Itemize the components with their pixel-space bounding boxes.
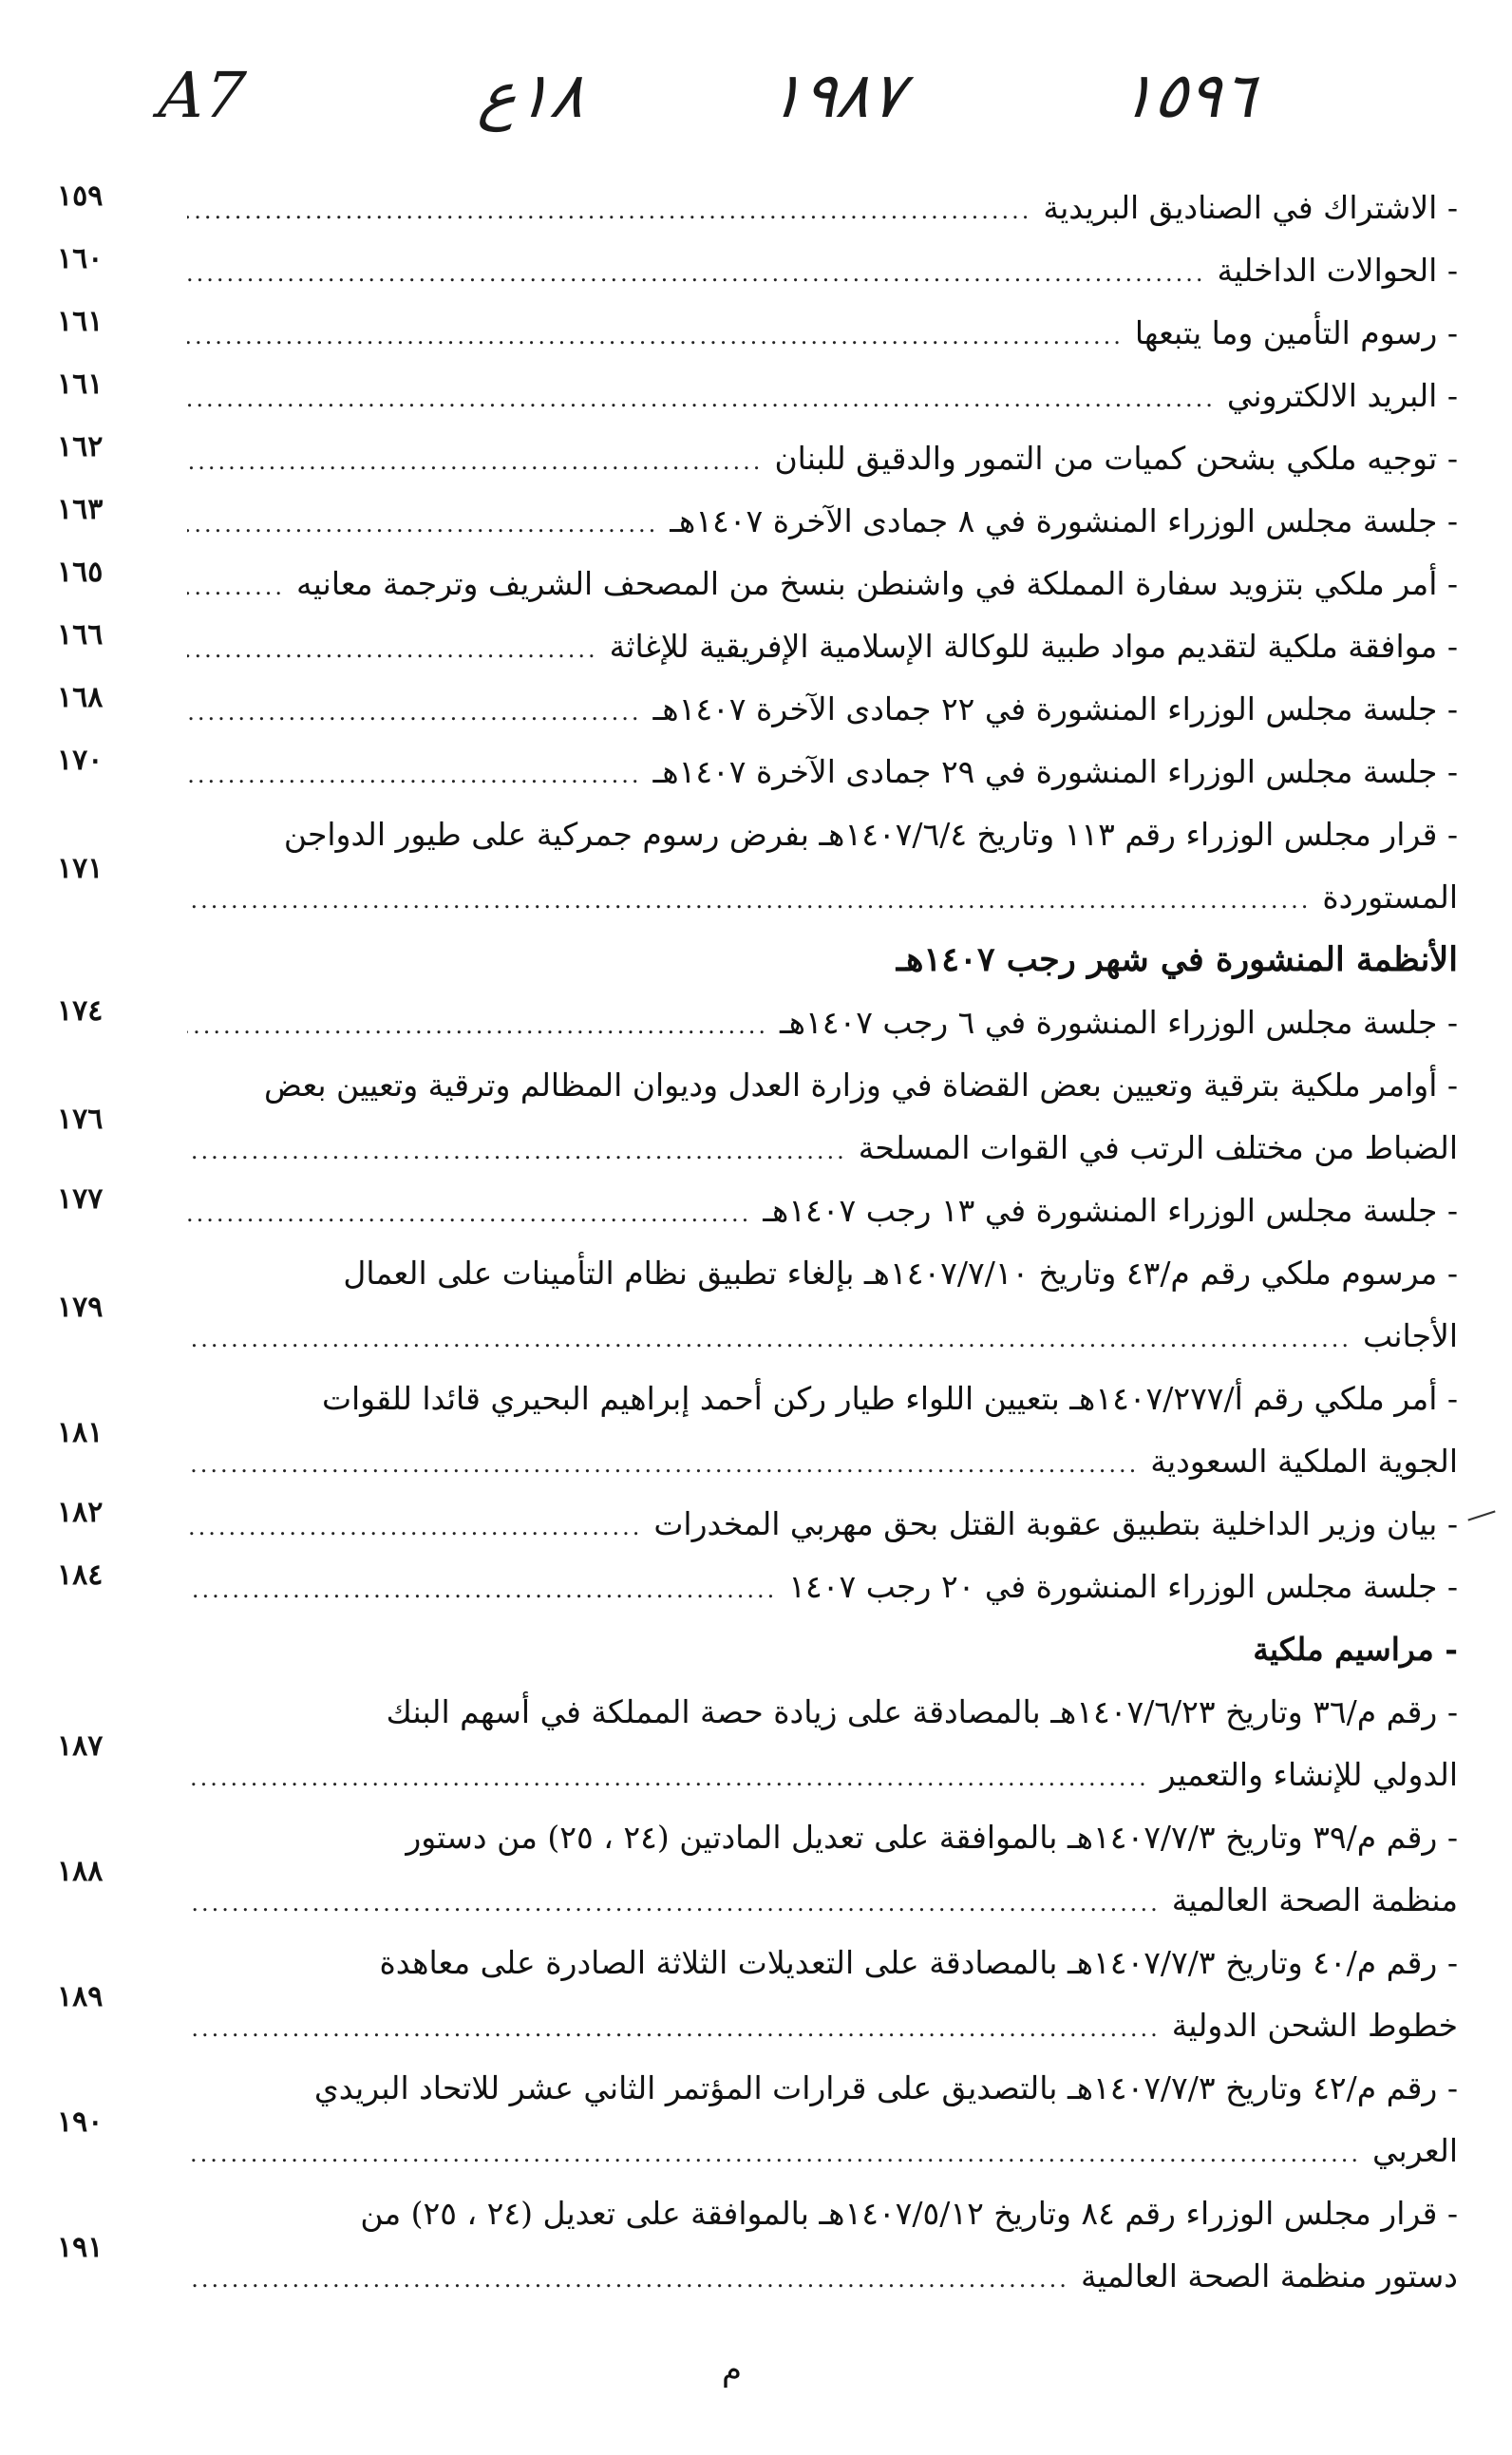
toc-entry-line: [57, 678, 1458, 741]
handwritten-note: A7: [155, 59, 249, 132]
toc-entry: [57, 615, 1458, 678]
toc-entry: [57, 427, 1458, 490]
toc-entry-text: - جلسة مجلس الوزراء المنشورة في ٦ رجب ١٤٠٧هـ: [779, 1004, 1458, 1041]
leader-dots: [187, 493, 658, 556]
toc-entry-line: [57, 1994, 1458, 2057]
leader-dots: [187, 1120, 847, 1182]
toc-entry-text: - أمر ملكي بتزويد سفارة المملكة في واشنطن بنسخ من المصحف الشريف وترجمة معانيه: [296, 565, 1458, 602]
toc-entry-line: [57, 1493, 1458, 1556]
toc-entry-text: - جلسة مجلس الوزراء المنشورة في ٢٩ جمادى الآخرة ١٤٠٧هـ: [652, 753, 1458, 790]
toc-entry-line: [57, 1180, 1458, 1242]
toc-entry: [57, 1368, 1458, 1493]
toc-entry: [57, 1681, 1458, 1806]
stray-pen-mark: [1467, 1510, 1495, 1520]
toc-page-number: ١٦٦: [57, 618, 104, 652]
toc-entry: [57, 2057, 1458, 2182]
toc-page-number: ١٩٠: [57, 2106, 104, 2139]
toc-entry-line: [57, 1556, 1458, 1618]
toc-entry-text: - رقم م/٤٢ وتاريخ ١٤٠٧/٧/٣هـ بالتصديق على قرارات المؤتمر الثاني عشر للاتحاد البريدي: [313, 2069, 1458, 2106]
toc-entry: [57, 1242, 1458, 1368]
toc-entry: [57, 1932, 1458, 2057]
toc-entry: [57, 365, 1458, 427]
toc-page-number: ١٦٣: [57, 493, 104, 526]
toc-entry-text: - رقم م/٣٦ وتاريخ ١٤٠٧/٦/٢٣هـ بالمصادقة على زيادة حصة المملكة في أسهم البنك: [386, 1693, 1458, 1730]
toc-entry-text: - مرسوم ملكي رقم م/٤٣ وتاريخ ١٤٠٧/٧/١٠هـ بإلغاء تطبيق نظام التأمينات على العمال: [343, 1255, 1458, 1292]
leader-dots: [187, 1496, 642, 1558]
toc-page-number: ١٨١: [57, 1416, 104, 1449]
table-of-contents: [57, 177, 1458, 2308]
toc-entry-line: [57, 553, 1458, 615]
toc-entry-text: منظمة الصحة العالمية: [1171, 1881, 1458, 1918]
toc-entry-text: - توجيه ملكي بشحن كميات من التمور والدقيق للبنان: [774, 440, 1458, 477]
leader-dots: [187, 2248, 1069, 2311]
toc-entry-line: [57, 177, 1458, 239]
handwritten-note: ١٥٩٦: [1116, 59, 1259, 132]
toc-entry-text: الجوية الملكية السعودية: [1150, 1443, 1458, 1480]
toc-page-number: ١٦١: [57, 305, 104, 338]
toc-entry-text: - الحوالات الداخلية: [1217, 252, 1458, 289]
toc-entry-text: - بيان وزير الداخلية بتطبيق عقوبة القتل بحق مهربي المخدرات: [653, 1505, 1458, 1542]
toc-entry: [57, 302, 1458, 365]
toc-entry-line: [57, 866, 1458, 929]
toc-entry-line: [57, 490, 1458, 553]
toc-entry-line: [57, 991, 1458, 1054]
toc-entry: [57, 741, 1458, 803]
toc-entry-line: [57, 1117, 1458, 1180]
toc-entry: [57, 991, 1458, 1054]
toc-entry-text: - جلسة مجلس الوزراء المنشورة في ٢٢ جمادى الآخرة ١٤٠٧هـ: [652, 690, 1458, 727]
toc-entry-text: الأنظمة المنشورة في شهر رجب ١٤٠٧هـ: [896, 940, 1458, 979]
toc-entry-line: [57, 1806, 1458, 1869]
leader-dots: [187, 1308, 1351, 1370]
toc-page-number: ١٦١: [57, 368, 104, 401]
toc-entry: [57, 490, 1458, 553]
toc-page-number: ١٨٧: [57, 1729, 104, 1763]
toc-entry-text: - الاشتراك في الصناديق البريدية: [1043, 189, 1458, 226]
toc-entry-line: [57, 1932, 1458, 1994]
toc-entry-text: - أوامر ملكية بترقية وتعيين بعض القضاة في وزارة العدل وديوان المظالم وترقية وتعيين بعض: [264, 1067, 1458, 1104]
toc-page-number: ١٨٨: [57, 1855, 104, 1888]
toc-entry-line: [57, 1242, 1458, 1305]
toc-entry: [57, 553, 1458, 615]
toc-entry-text: - جلسة مجلس الوزراء المنشورة في ٢٠ رجب ١٤٠٧: [788, 1568, 1458, 1605]
toc-entry-line: [57, 239, 1458, 302]
toc-entry-text: الأجانب: [1362, 1317, 1458, 1354]
leader-dots: [187, 179, 1031, 242]
toc-entry: [57, 2182, 1458, 2308]
toc-page-number: ١٨٢: [57, 1496, 104, 1529]
leader-dots: [187, 1558, 777, 1621]
toc-page-number: ١٦٢: [57, 430, 104, 463]
leader-dots: [187, 305, 1124, 368]
toc-entry-text: خطوط الشحن الدولية: [1171, 2007, 1458, 2044]
toc-entry-text: - موافقة ملكية لتقديم مواد طبية للوكالة الإسلامية الإفريقية للإغاثة: [609, 628, 1458, 665]
toc-entry-line: [57, 741, 1458, 803]
subsection-heading: [57, 1618, 1458, 1681]
toc-entry: [57, 678, 1458, 741]
toc-entry-line: [57, 929, 1458, 991]
toc-entry-line: [57, 2120, 1458, 2182]
leader-dots: [187, 1872, 1161, 1935]
toc-entry-text: - جلسة مجلس الوزراء المنشورة في ٨ جمادى الآخرة ١٤٠٧هـ: [670, 502, 1458, 539]
toc-page-number: ١٨٩: [57, 1980, 104, 2013]
toc-page-number: ١٧٤: [57, 994, 104, 1028]
toc-entry-text: الضباط من مختلف الرتب في القوات المسلحة: [858, 1129, 1458, 1166]
toc-page-number: ١٥٩: [57, 179, 104, 213]
leader-dots: [187, 744, 642, 806]
toc-entry: [57, 1556, 1458, 1618]
toc-entry-line: [57, 803, 1458, 866]
toc-entry-line: [57, 1618, 1458, 1681]
section-heading: [57, 929, 1458, 991]
toc-entry-text: - جلسة مجلس الوزراء المنشورة في ١٣ رجب ١٤٠٧هـ: [763, 1192, 1458, 1229]
toc-entry-text: - رقم م/٣٩ وتاريخ ١٤٠٧/٧/٣هـ بالموافقة على تعديل المادتين (٢٤ ، ٢٥) من دستور: [406, 1819, 1458, 1856]
toc-entry-line: [57, 1869, 1458, 1932]
toc-entry-text: العربي: [1371, 2132, 1458, 2169]
toc-entry-line: [57, 1305, 1458, 1368]
toc-entry-text: - قرار مجلس الوزراء رقم ٨٤ وتاريخ ١٤٠٧/٥/١٢هـ بالموافقة على تعديل (٢٤ ، ٢٥) من: [360, 2195, 1458, 2232]
toc-entry: [57, 177, 1458, 239]
leader-dots: [187, 2123, 1361, 2185]
toc-entry-line: [57, 1681, 1458, 1744]
toc-page-number: ١٨٤: [57, 1558, 104, 1592]
toc-page-number: ١٧١: [57, 852, 104, 885]
toc-page-number: ١٦٥: [57, 556, 104, 589]
toc-entry-line: [57, 1744, 1458, 1806]
leader-dots: [187, 1433, 1139, 1496]
leader-dots: [187, 681, 642, 744]
toc-entry-line: [57, 1054, 1458, 1117]
toc-page-number: ١٩١: [57, 2231, 104, 2264]
toc-entry-line: [57, 2057, 1458, 2120]
toc-entry: [57, 1180, 1458, 1242]
toc-entry-line: [57, 427, 1458, 490]
handwritten-note: ١٩٨٧: [765, 59, 908, 132]
toc-entry-line: [57, 2182, 1458, 2245]
toc-entry: [57, 239, 1458, 302]
page-number: م: [722, 2351, 743, 2389]
toc-entry: [57, 1493, 1458, 1556]
toc-entry: [57, 1054, 1458, 1180]
toc-entry-text: الدولي للإنشاء والتعمير: [1160, 1756, 1458, 1793]
toc-entry-line: [57, 2245, 1458, 2308]
leader-dots: [187, 556, 285, 618]
toc-page-number: ١٧٩: [57, 1291, 104, 1324]
leader-dots: [187, 994, 768, 1057]
toc-entry-text: - رسوم التأمين وما يتبعها: [1134, 314, 1458, 351]
toc-page-number: ١٧٧: [57, 1182, 104, 1216]
toc-entry-line: [57, 615, 1458, 678]
toc-entry-text: - مراسيم ملكية: [1253, 1631, 1458, 1668]
handwritten-note: ١٨ع: [475, 59, 589, 132]
leader-dots: [187, 242, 1206, 305]
toc-entry-text: - أمر ملكي رقم أ/١٤٠٧/٢٧٧هـ بتعيين اللواء طيار ركن أحمد إبراهيم البحيري قائدا للقوات: [321, 1380, 1458, 1417]
toc-entry-line: [57, 1368, 1458, 1430]
toc-page-number: ١٧٠: [57, 744, 104, 777]
leader-dots: [187, 1182, 751, 1245]
leader-dots: [187, 618, 598, 681]
toc-entry-text: - رقم م/٤٠ وتاريخ ١٤٠٧/٧/٣هـ بالمصادقة على التعديلات الثلاثة الصادرة على معاهدة: [379, 1944, 1458, 1981]
leader-dots: [187, 368, 1216, 430]
toc-entry-text: المستوردة: [1322, 878, 1458, 916]
toc-entry-line: [57, 365, 1458, 427]
leader-dots: [187, 1747, 1149, 1809]
toc-page-number: ١٦٠: [57, 242, 104, 275]
toc-entry-line: [57, 302, 1458, 365]
toc-page-number: ١٧٦: [57, 1103, 104, 1136]
toc-page-number: ١٦٨: [57, 681, 104, 714]
toc-entry-text: دستور منظمة الصحة العالمية: [1080, 2257, 1458, 2294]
toc-entry: [57, 1806, 1458, 1932]
leader-dots: [187, 1997, 1161, 2060]
toc-entry-text: - البريد الالكتروني: [1226, 377, 1458, 414]
leader-dots: [187, 869, 1311, 932]
toc-entry-text: - قرار مجلس الوزراء رقم ١١٣ وتاريخ ١٤٠٧/٦/٤هـ بفرض رسوم جمركية على طيور الدواجن: [283, 816, 1458, 853]
toc-entry-line: [57, 1430, 1458, 1493]
toc-entry: [57, 803, 1458, 929]
leader-dots: [187, 430, 763, 493]
